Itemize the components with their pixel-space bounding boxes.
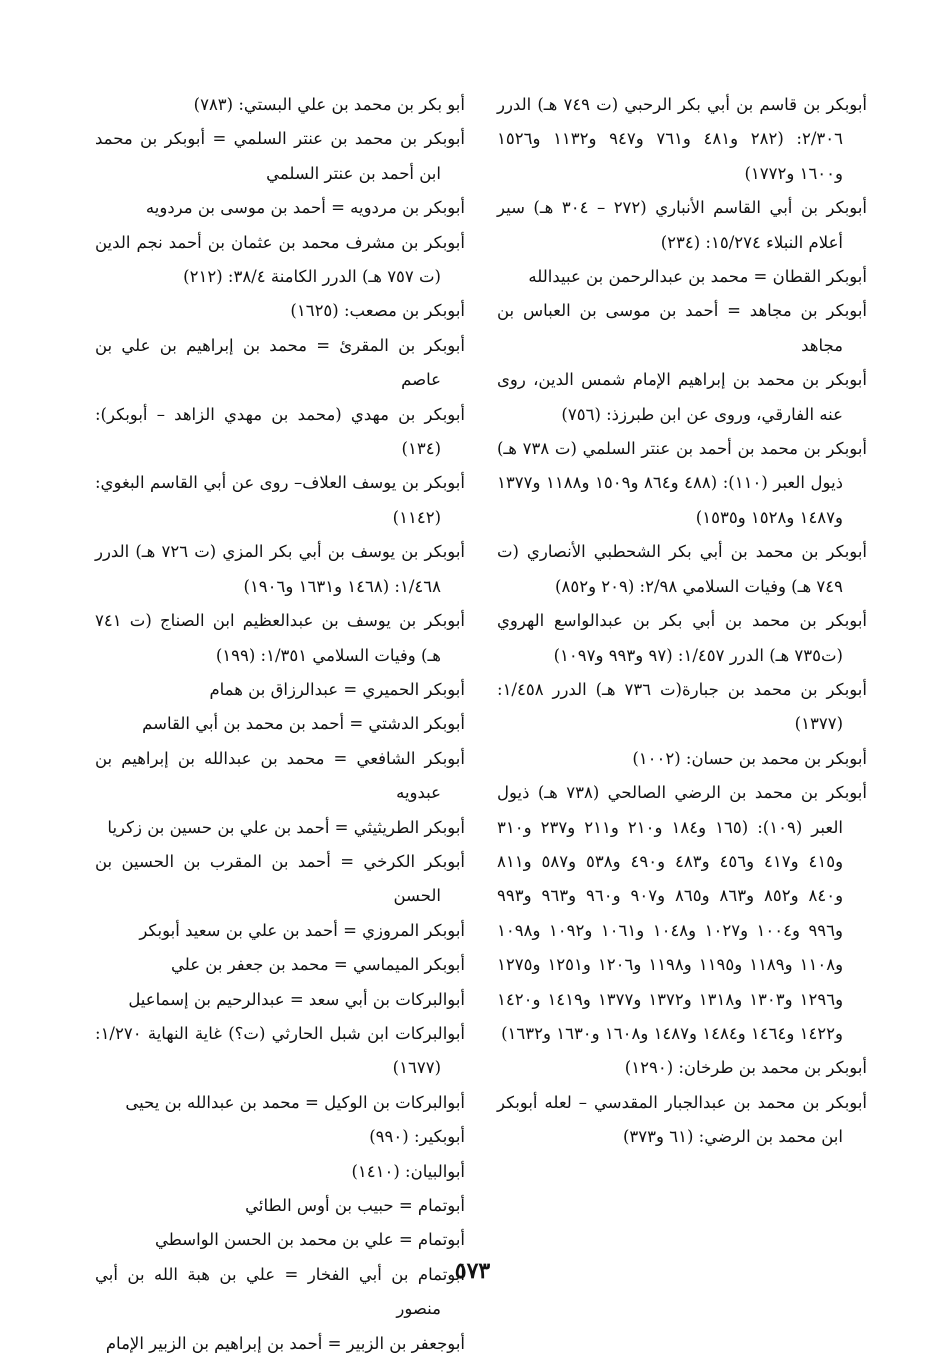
index-entry: أبوبكر بن محمد بن أبي بكر بن عبدالواسع الهروي (ت٧٣٥ هـ) الدرر ١/٤٥٧: (٩٧ و٩٩٣ و١٠٩٧) <box>497 611 867 665</box>
index-entry: أبوبكر بن مجاهد = أحمد بن موسى بن العباس بن مجاهد <box>497 301 867 355</box>
index-entry: أبوبكر بن يوسف بن أبي بكر المزي (ت ٧٢٦ هـ) الدرر ١/٤٦٨: (١٤٦٨ و١٦٣١ و١٩٠٦) <box>95 542 465 596</box>
index-entry: أبوتمام = حبيب بن أوس الطائي <box>245 1196 465 1215</box>
index-entry: أبوبكر بن محمد بن عنتر السلمي = أبوبكر بن محمد ابن أحمد بن عنتر السلمي <box>95 129 465 183</box>
index-entry: أبوبكر بن محمد بن حسان: (١٠٠٢) <box>632 748 867 768</box>
index-entry: أبوتمام بن أبي الفخار = علي بن هبة الله بن أبي منصور <box>95 1264 465 1319</box>
index-entry: أبوبكر الحميري = عبدالرزاق بن همام <box>209 679 465 699</box>
index-entry: أبوبكر الشافعي = محمد بن عبدالله بن إبراهيم بن عبدويه <box>95 748 465 803</box>
index-entry: أبوبكر بن مهدي (محمد بن مهدي الزاهد – أبوبكر): (١٣٤) <box>95 404 465 459</box>
index-entry: أبوبكر بن محمد بن طرخان: (١٢٩٠) <box>624 1058 867 1078</box>
index-entry: أبوبكر المروزي = أحمد بن علي بن سعيد أبوبكر <box>139 920 465 940</box>
index-entry: أبوبكر بن محمد بن الرضي الصالحي (٧٣٨ هـ) ذيول العبر (١٠٩): (١٦٥ و١٨٤ و٢١٠ و٢١١ و٢٣٧ و٣١٠ و٤١٥ و٤١٧ و٤٥٦ و٤٨٣ و٤٩٠ و٥٣٨ و٥٨٧ و٨١١ و٨٤٠ و٨٥٢ و٨٦٣ و٨٦٥ و٩٠٧ و٩٦٠ و٩٦٣ و٩٩٣ و٩٩٦ و١٠٠٤ و١٠٢٧ و١٠٤٨ و١٠٦١ و١٠٩٢ و١٠٩٨ و١١٠٨ و١١٨٩ و١١٩٥ و١١٩٨ و١٢٠٦ و١٢٥١ و١٢٧٥ و١٢٩٦ و١٣٠٣ و١٣١٨ و١٣٧٢ و١٣٧٧ و١٤١٩ و١٤٢٠ و١٤٢٢ و١٤٦٤ و١٤٨٤ و١٤٨٧ و١٦٠٨ و١٦٣٠ و١٦٣٢) <box>497 783 867 1043</box>
index-entry: أبوبكر بن مشرف محمد بن عثمان بن أحمد نجم الدين (ت ٧٥٧ هـ) الدرر الكامنة ٣٨/٤: (٢١٢) <box>95 232 465 287</box>
index-entry: أبوتمام = علي بن محمد بن الحسن الواسطي <box>154 1230 465 1250</box>
index-entry: أبوبكر بن أبي القاسم الأنباري (٢٧٢ – ٣٠٤ هـ) سير أعلام النبلاء ١٥/٢٧٤: (٢٣٤) <box>497 198 867 252</box>
index-entry: أبوبكر بن المقرئ = محمد بن إبراهيم بن علي بن عاصم <box>95 335 465 390</box>
index-entry: أبوبكر بن محمد بن أبي بكر الشحطبي الأنصاري (ت ٧٤٩ هـ) وفيات السلامي ٢/٩٨: (٢٠٩ و٨٥٢) <box>497 542 867 596</box>
index-entry: أبوبكر بن قاسم بن أبي بكر الرحبي (ت ٧٤٩ هـ) الدرر ٢/٣٠٦: (٢٨٢ و٤٨١ و٧٦١ و٩٤٧ و١١٣٢ و١٥٢٦ و١٦٠٠ و١٧٧٢) <box>497 95 867 183</box>
index-entry: أبوالبركات بن أبي سعد = عبدالرحيم بن إسماعيل <box>128 989 465 1009</box>
index-entry: أبو بكر بن محمد بن علي البستي: (٧٨٣) <box>193 95 465 114</box>
index-entry: أبوالبيان: (١٤١٠) <box>351 1161 465 1181</box>
index-entry: أبوبكر بن محمد بن جبارة(ت ٧٣٦ هـ) الدرر ١/٤٥٨: (١٣٧٧) <box>497 679 867 734</box>
index-entry: أبوبكر بن يوسف العلاف– روى عن أبي القاسم البغوي: (١١٤٢) <box>95 473 465 527</box>
index-entry: أبوجعفر بن الزبير = أحمد بن إبراهيم بن الزبير الإمام <box>105 1333 465 1353</box>
page-number: ٥٧٣ <box>454 1258 491 1284</box>
index-entry: أبوبكر بن مصعب: (١٦٢٥) <box>290 301 465 321</box>
index-entry: أبوبكر الكرخي = أحمد بن المقرب بن الحسين بن الحسن <box>95 851 465 906</box>
right-column <box>497 88 867 1155</box>
index-entry: أبوالبركات ابن شبل الحارثي (ت؟) غاية النهاية ١/٢٧٠: (١٦٧٧) <box>95 1023 465 1078</box>
index-entry: أبوبكر الميماسي = محمد بن جعفر بن علي <box>171 955 465 975</box>
index-entry: أبوبكر بن محمد بن إبراهيم الإمام شمس الدين، روى عنه الفارقي، وروى عن ابن طبرزذ: (٧٥٦) <box>497 370 867 424</box>
left-column <box>95 88 465 1361</box>
index-entry: أبوبكر بن محمد بن عبدالجبار المقدسي – لعله أبوبكر ابن محمد بن الرضي: (٦١ و٣٧٣) <box>497 1092 867 1147</box>
index-entry: أبوبكر بن محمد بن أحمد بن عنتر السلمي (ت ٧٣٨ هـ) ذيول العبر (١١٠): (٤٨٨ و٨٦٤ و١٥٠٩ و١١٨٨ و١٣٧٧ و١٤٨٧ و١٥٢٨ و١٥٣٥) <box>497 439 867 527</box>
index-entry: أبوبكر الدشتي = أحمد بن محمد بن أبي القاسم <box>142 714 465 734</box>
index-entry: أبوبكر القطان = محمد بن عبدالرحمن بن عبيدالله <box>528 267 867 287</box>
index-entry: أبوبكر بن مردويه = أحمد بن موسى بن مردويه <box>145 198 465 218</box>
index-entry: أبوبكير: (٩٩٠) <box>369 1127 465 1147</box>
index-entry: أبوبكر بن يوسف بن عبدالعظيم ابن الصناج (ت ٧٤١ هـ) وفيات السلامي ١/٣٥١: (١٩٩) <box>95 611 465 665</box>
index-entry: أبوبكر الطريثيثي = أحمد بن علي بن حسين بن زكريا <box>107 817 465 837</box>
index-entry: أبوالبركات بن الوكيل = محمد بن عبدالله بن يحيى <box>125 1092 465 1112</box>
